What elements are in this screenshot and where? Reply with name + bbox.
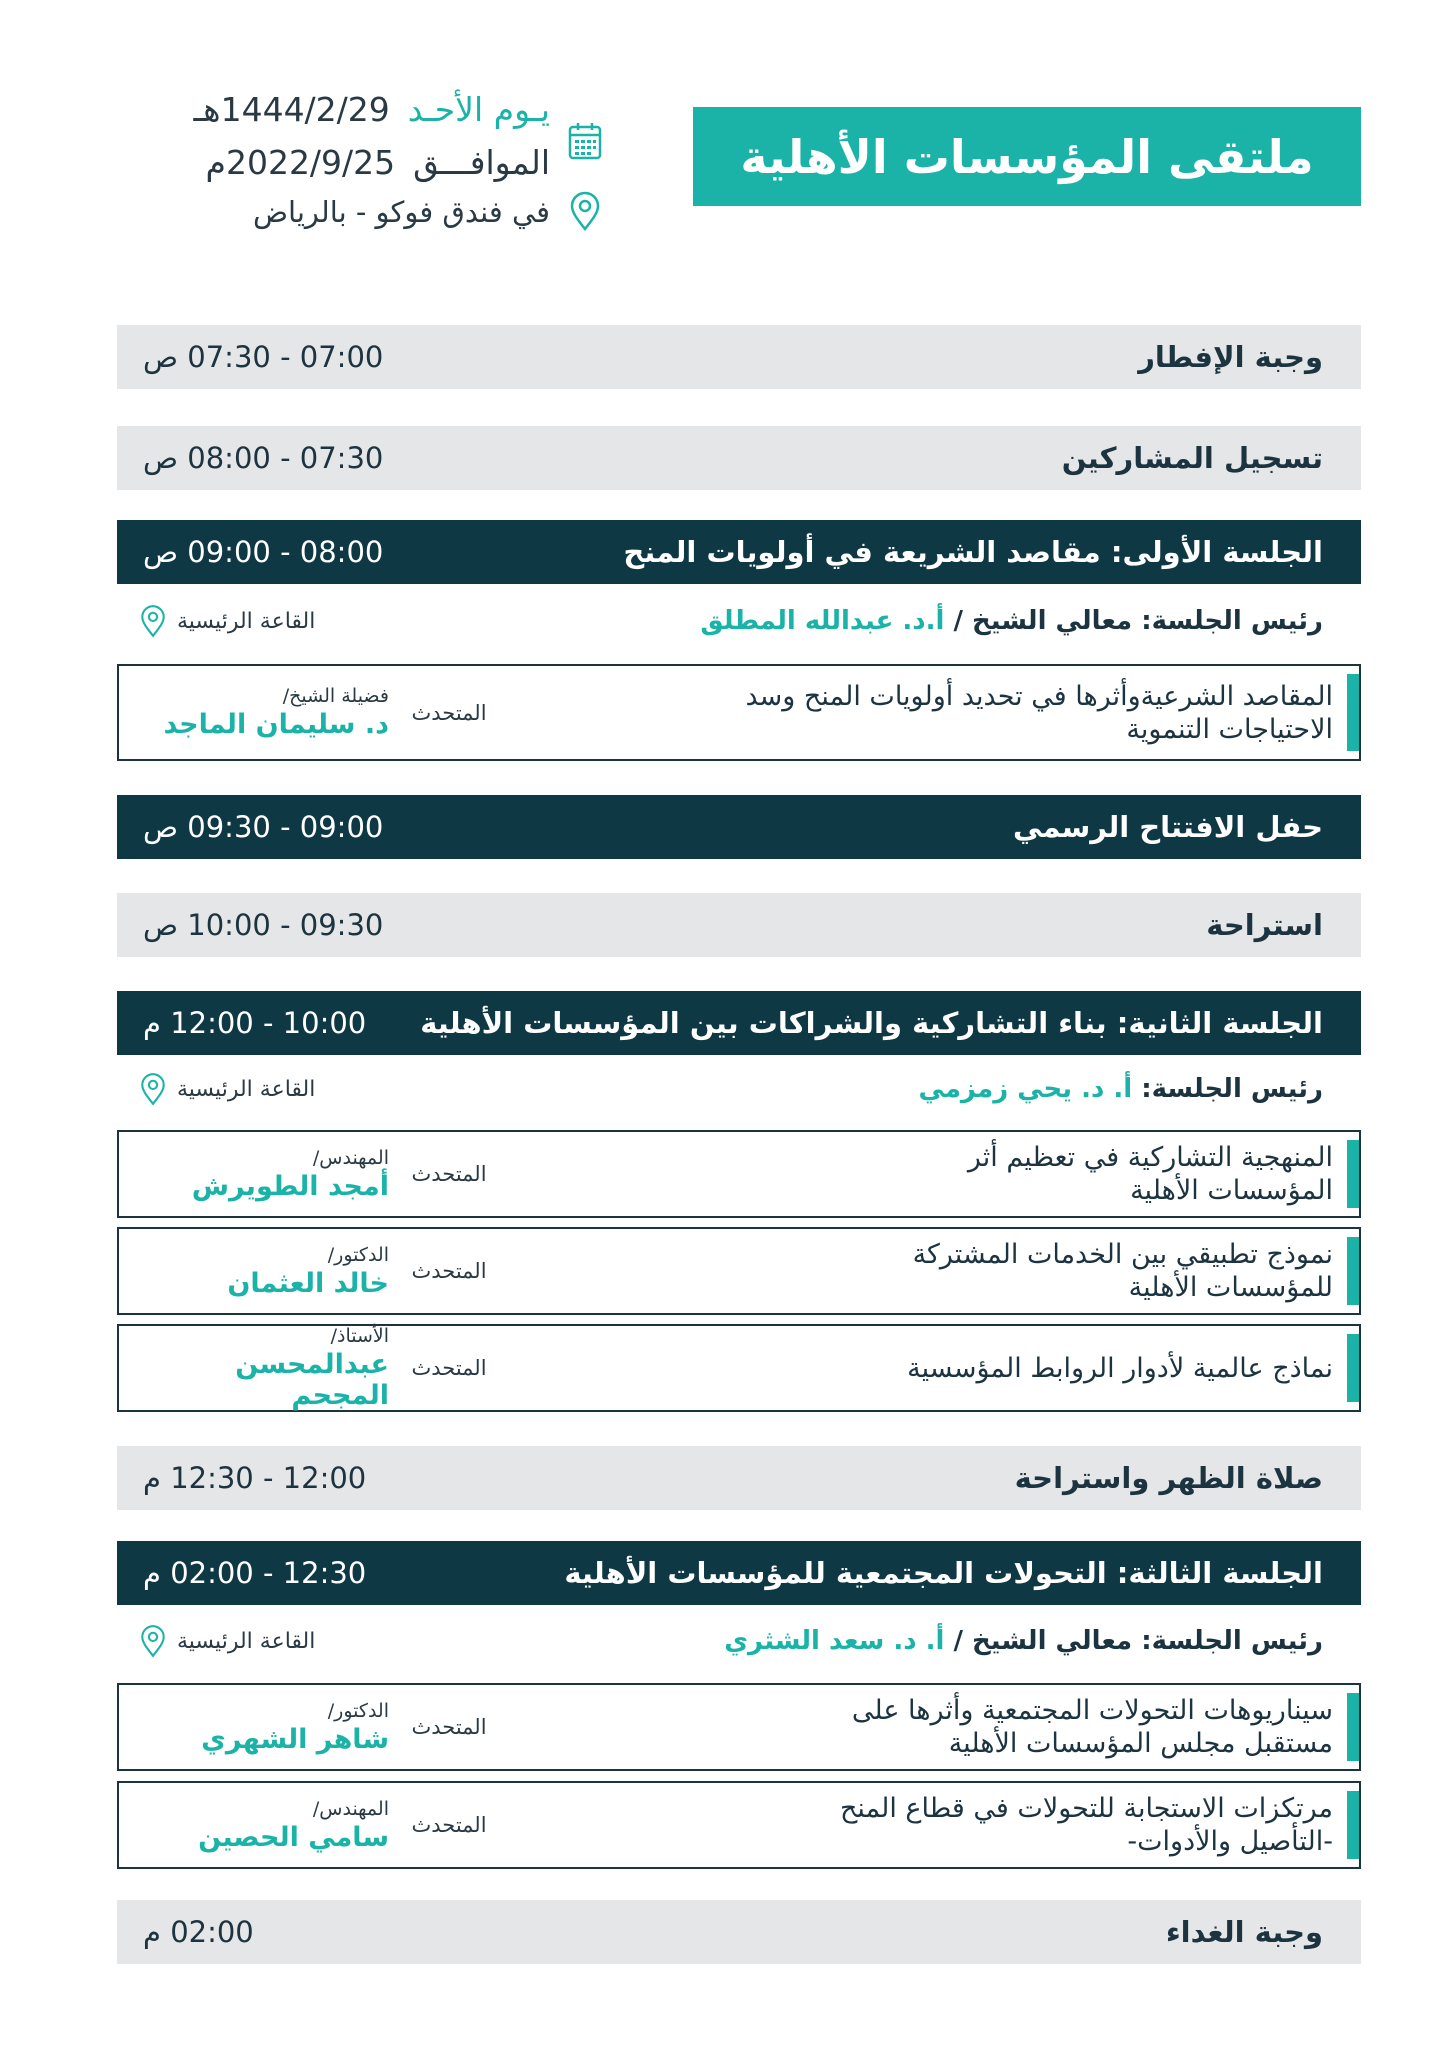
agenda-item-breakfast: [117, 325, 1361, 389]
agenda-time: 07:30 - 08:00 ص: [143, 441, 384, 475]
speaker-name: خالد العثمان: [227, 1267, 389, 1299]
talk-title: المنهجية التشاركية في تعظيم أثر المؤسسات الأهلية: [967, 1142, 1333, 1206]
session-chair: رئيس الجلسة: معالي الشيخ / أ.د. عبدالله المطلق: [700, 606, 1323, 636]
gregorian-date: 2022/9/25م: [205, 143, 396, 182]
agenda-item-registration: [117, 426, 1361, 490]
speaker: المهندس/ أمجد الطويرش: [119, 1147, 389, 1202]
agenda-title: حفل الافتتاح الرسمي: [1012, 810, 1323, 844]
hijri-date-line: [194, 90, 551, 129]
location-pin-icon: [568, 191, 602, 231]
agenda-time: 09:30 - 10:00 ص: [143, 908, 384, 942]
agenda-item-dhuhr: [117, 1446, 1361, 1510]
talk-accent-strip: [1347, 1237, 1359, 1305]
speaker-label: المتحدث: [411, 1259, 487, 1283]
session-title: الجلسة الثانية: بناء التشاركية والشراكات بين المؤسسات الأهلية: [420, 1006, 1323, 1040]
session-chair: رئيس الجلسة: أ. د. يحي زمزمي: [918, 1074, 1323, 1104]
chair-name: أ. د. سعد الشثري: [724, 1626, 945, 1656]
speaker-label: المتحدث: [411, 1813, 487, 1837]
speaker: الدكتور/ خالد العثمان: [119, 1244, 389, 1299]
talk-card: [117, 1781, 1361, 1869]
session-title: الجلسة الثالثة: التحولات المجتمعية للمؤسسات الأهلية: [564, 1556, 1323, 1590]
session-time: 10:00 - 12:00 م: [143, 1006, 367, 1040]
speaker-label: المتحدث: [411, 1715, 487, 1739]
speaker-name: عبدالمحسن المجحم: [235, 1349, 389, 1411]
chair-name: أ. د. يحي زمزمي: [918, 1074, 1133, 1104]
hijri-date: 1444/2/29هـ: [193, 90, 390, 129]
talk-title: نموذج تطبيقي بين الخدمات المشتركة للمؤسسات الأهلية: [912, 1239, 1333, 1303]
event-title: ملتقى المؤسسات الأهلية: [693, 107, 1361, 206]
speaker: الأستاذ/ عبدالمحسن المجحم: [119, 1325, 389, 1411]
chair-name: أ.د. عبدالله المطلق: [700, 606, 945, 636]
talk-accent-strip: [1347, 1334, 1359, 1402]
speaker-label: المتحدث: [411, 700, 487, 725]
location-pin-icon: [139, 1624, 167, 1658]
talk-title: المقاصد الشرعيةوأثرها في تحديد أولويات المنح وسد الاحتياجات التنموية: [745, 680, 1333, 745]
agenda-title: صلاة الظهر واستراحة: [1014, 1461, 1323, 1495]
agenda-item-opening: [117, 795, 1361, 859]
speaker-name: أمجد الطويرش: [191, 1170, 389, 1202]
agenda-time: 02:00 م: [143, 1915, 254, 1949]
talk-title: سيناريوهات التحولات المجتمعية وأثرها على مستقبل مجلس المؤسسات الأهلية: [851, 1695, 1333, 1759]
agenda-title: تسجيل المشاركين: [1061, 441, 1323, 475]
talk-title: مرتكزات الاستجابة للتحولات في قطاع المنح -التأصيل والأدوات-: [839, 1793, 1333, 1857]
agenda-item-lunch: [117, 1900, 1361, 1964]
session-hall: القاعة الرئيسية: [139, 604, 315, 638]
speaker-label: المتحدث: [411, 1162, 487, 1186]
location-pin-icon: [139, 1072, 167, 1106]
session-hall: القاعة الرئيسية: [139, 1624, 315, 1658]
talk-card: [117, 1324, 1361, 1412]
session-2-header: [117, 991, 1361, 1055]
gregorian-date-line: [206, 143, 550, 182]
talk-accent-strip: [1347, 1693, 1359, 1761]
speaker-label: المتحدث: [411, 1356, 487, 1380]
speaker: الدكتور/ شاهر الشهري: [119, 1700, 389, 1755]
agenda-item-break: [117, 893, 1361, 957]
talk-accent-strip: [1347, 1791, 1359, 1859]
session-hall: القاعة الرئيسية: [139, 1072, 315, 1106]
agenda-time: 07:00 - 07:30 ص: [143, 340, 384, 374]
talk-card: [117, 1130, 1361, 1218]
speaker-name: سامي الحصين: [198, 1821, 389, 1853]
day-label: يـوم الأحـد: [407, 90, 550, 129]
location-pin-icon: [139, 604, 167, 638]
speaker: فضيلة الشيخ/ د. سليمان الماجد: [119, 685, 389, 740]
agenda-title: وجبة الإفطار: [1138, 340, 1323, 374]
agenda-title: وجبة الغداء: [1165, 1915, 1323, 1949]
session-chair: رئيس الجلسة: معالي الشيخ / أ. د. سعد الشثري: [724, 1626, 1323, 1656]
agenda-title: استراحة: [1206, 908, 1323, 942]
speaker-name: د. سليمان الماجد: [163, 709, 389, 740]
session-time: 08:00 - 09:00 ص: [143, 535, 384, 569]
session-1-chair-row: [117, 598, 1361, 644]
talk-accent-strip: [1347, 674, 1359, 751]
talk-card: [117, 1227, 1361, 1315]
talk-card: [117, 1683, 1361, 1771]
talk-card: [117, 664, 1361, 761]
session-2-chair-row: [117, 1066, 1361, 1112]
agenda-time: 09:00 - 09:30 ص: [143, 810, 384, 844]
speaker-name: شاهر الشهري: [201, 1723, 389, 1755]
session-1-header: [117, 520, 1361, 584]
greg-label: الموافـــق: [413, 143, 550, 182]
calendar-icon: [568, 121, 602, 161]
talk-title: نماذج عالمية لأدوار الروابط المؤسسية: [907, 1352, 1333, 1384]
speaker: المهندس/ سامي الحصين: [119, 1798, 389, 1853]
location-text: في فندق فوكو - بالرياض: [252, 195, 550, 229]
session-time: 12:30 - 02:00 م: [143, 1556, 367, 1590]
session-3-header: [117, 1541, 1361, 1605]
talk-accent-strip: [1347, 1140, 1359, 1208]
session-3-chair-row: [117, 1618, 1361, 1664]
session-title: الجلسة الأولى: مقاصد الشريعة في أولويات المنح: [623, 535, 1323, 569]
agenda-time: 12:00 - 12:30 م: [143, 1461, 367, 1495]
